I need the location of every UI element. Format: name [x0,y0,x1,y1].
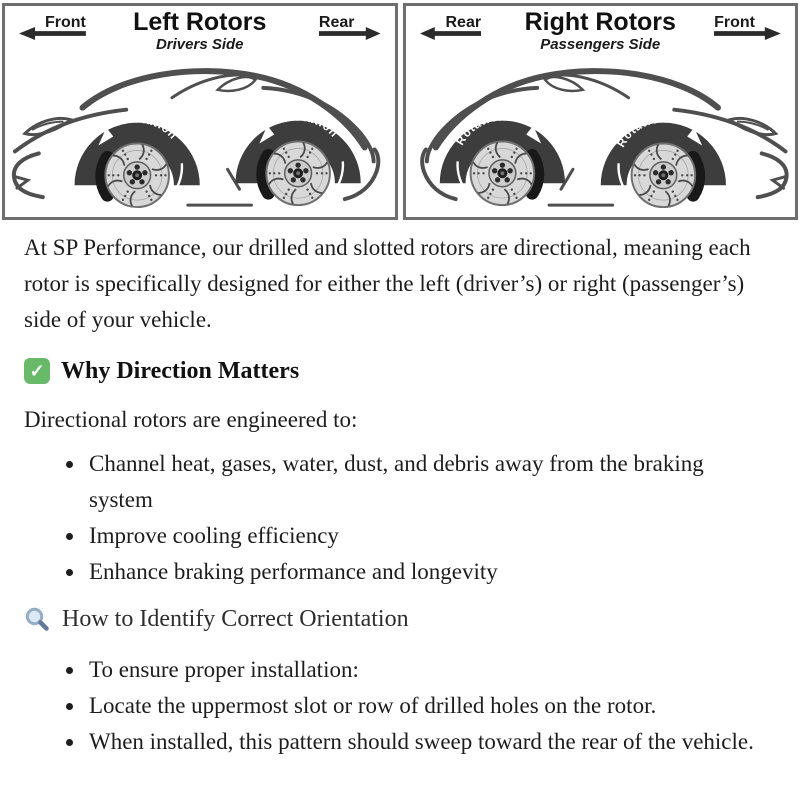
benefits-list [24,446,766,590]
rotor-direction-diagram [0,0,800,220]
left-car-illustration [5,57,395,217]
right-panel-title: Right Rotors [524,8,676,36]
left-panel-title: Left Rotors [133,8,267,36]
list-item: • Channel heat, gases, water, dust, and debris away from the braking system [86,446,766,518]
section-heading-text: How to Identify Correct Orientation [62,606,409,632]
arrow-left-icon [420,27,482,40]
check-mark-icon: ✓ [24,358,50,384]
orientation-steps-list [24,652,766,760]
list-item: • Enhance braking performance and longevity [86,554,766,590]
arrow-left-icon [19,27,86,40]
section-lead: Directional rotors are engineered to: [24,407,358,432]
list-item: • To ensure proper installation: [86,652,766,688]
rotation-arc-label: Rotation [122,113,180,143]
right-car-illustration [406,57,796,217]
left-rotors-panel [2,3,398,220]
rear-direction-label: Rear [420,14,482,40]
front-direction-label: Front [19,14,86,40]
left-panel-subtitle: Drivers Side [155,36,244,53]
rear-direction-label: Rear [319,14,381,40]
magnifying-glass-icon [24,606,51,633]
rotation-arc-label: Rotation [614,113,668,150]
section-heading-text: Why Direction Matters [61,358,300,384]
rotation-arc-label: Rotation [453,111,507,148]
list-item: • Locate the uppermost slot or row of drilled holes on the rotor. [86,688,766,724]
intro-paragraph: At SP Performance, our drilled and slotted rotors are directional, meaning each rotor is specifically designed for either the left (driver’s) or right (passenger’s) side of your vehicle. [24,235,751,332]
arrow-right-icon [319,27,381,40]
section-heading-why-direction-matters [24,353,766,389]
right-panel-subtitle: Passengers Side [540,36,661,53]
rotation-arc-label: Rotation [283,111,341,141]
article [0,230,790,760]
section-heading-identify-orientation [24,601,766,637]
arrow-right-icon [714,27,781,40]
front-direction-label: Front [714,14,781,40]
right-rotors-panel [403,3,799,220]
list-item: • Improve cooling efficiency [86,518,766,554]
list-item: • When installed, this pattern should sweep toward the rear of the vehicle. [86,724,766,760]
